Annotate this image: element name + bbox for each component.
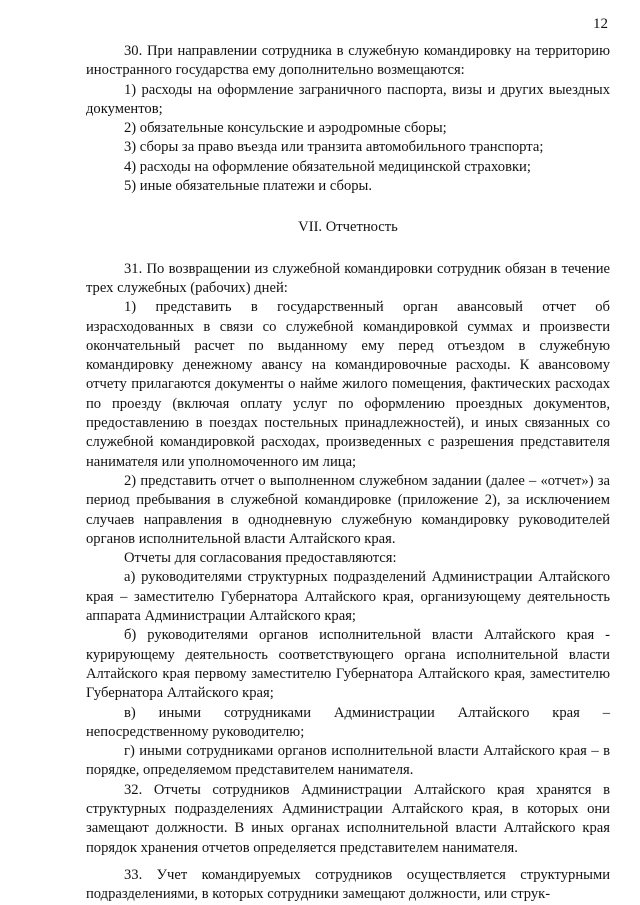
list-item-b: б) руководителями органов исполнительной власти Алтайского края - курирующему деятельность соответствующего органа исполнительной власти Алтайского края первому заместителю Губернатора Алтайского края, заместителю Губернатора Алтайского края; <box>86 627 610 702</box>
paragraph-32: 32. Отчеты сотрудников Администрации Алтайского края хранятся в структурных подразделениях Администрации Алтайского края, в которых они замещают должности. В иных органах исполнительной власти Алтайского края порядок хранения отчетов определяется представителем нанимателя. <box>86 781 610 856</box>
list-item-g: г) иными сотрудниками органов исполнительной власти Алтайского края – в порядке, определяемом представителем нанимателя. <box>86 743 610 779</box>
list-item-30-2: 2) обязательные консульские и аэродромные сборы; <box>124 120 447 137</box>
list-item-30-4: 4) расходы на оформление обязательной медицинской страховки; <box>124 158 531 175</box>
reports-intro: Отчеты для согласования предоставляются: <box>124 550 397 567</box>
list-item-31-1: 1) представить в государственный орган авансовый отчет об израсходованных в связи со служебной командировкой суммах и произвести окончательный расчет по выданному ему перед отъездом в служебную командировку денежному авансу на командировочные расходы. К авансовому отчету прилагаются документы о найме жилого помещения, фактических расходах по проезду (включая оплату услуг по оформлению проездных документов, предоставлению в поездах постельных принадлежностей), и иных связанных со служебной командировкой расходах, произведенных с разрешения представителя нанимателя или уполномоченного им лица; <box>86 299 610 470</box>
document-body <box>86 42 610 904</box>
paragraph-31: 31. По возвращении из служебной командировки сотрудник обязан в течение трех служебных (рабочих) дней: <box>86 260 610 296</box>
list-item-a: а) руководителями структурных подразделений Администрации Алтайского края – заместителю Губернатора Алтайского края, организующему деятельность аппарата Администрации Алтайского края; <box>86 569 610 625</box>
section-heading: VII. Отчетность <box>298 219 398 236</box>
paragraph-33: 33. Учет командируемых сотрудников осуществляется структурными подразделениями, в которых сотрудники замещают должности, или струк- <box>86 866 610 903</box>
list-item-v: в) иными сотрудниками Администрации Алтайского края – непосредственному руководителю; <box>86 704 610 740</box>
list-item-31-2: 2) представить отчет о выполненном служебном задании (далее – «отчет») за период пребывания в служебной командировке (приложение 2), за исключением случаев направления в однодневную служебную командировку руководителей органов исполнительной власти Алтайского края. <box>86 472 610 547</box>
page-number: 12 <box>593 16 608 32</box>
list-item-30-5: 5) иные обязательные платежи и сборы. <box>124 178 373 195</box>
paragraph-30: 30. При направлении сотрудника в служебную командировку на территорию иностранного государства ему дополнительно возмещаются: <box>86 43 610 79</box>
list-item-30-1: 1) расходы на оформление заграничного паспорта, визы и других выездных документов; <box>86 81 610 117</box>
list-item-30-3: 3) сборы за право въезда или транзита автомобильного транспорта; <box>124 139 544 156</box>
